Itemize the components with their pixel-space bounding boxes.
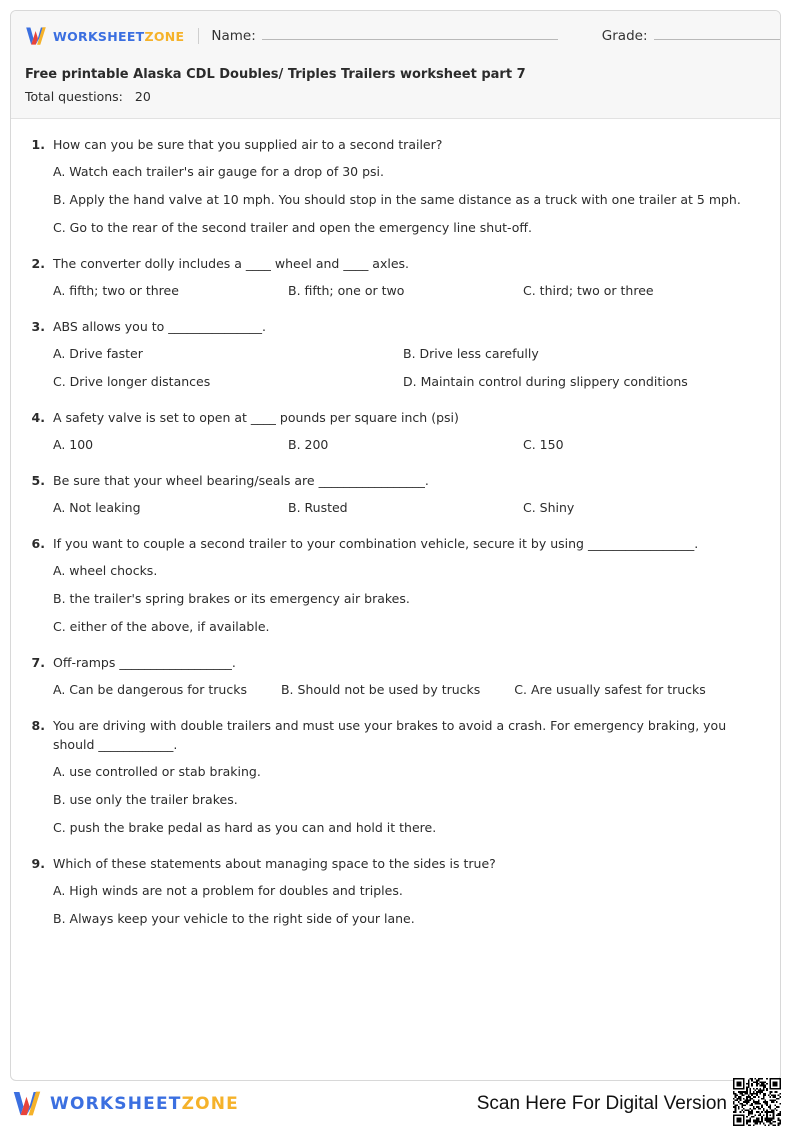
options-group: [53, 436, 764, 455]
options-group: [53, 499, 764, 518]
question-text: How can you be sure that you supplied air to a second trailer?: [53, 137, 443, 152]
question-text: You are driving with double trailers and must use your brakes to avoid a crash. For emergency braking, you should ____________.: [53, 717, 727, 752]
answer-option[interactable]: D. Maintain control during slippery conditions: [403, 373, 688, 389]
question-text: Be sure that your wheel bearing/seals are _________________.: [53, 472, 429, 488]
name-field[interactable]: [211, 28, 557, 44]
answer-option[interactable]: A. use controlled or stab braking.: [53, 764, 261, 780]
footer-brand-logo: [12, 1090, 239, 1117]
option-row: [53, 499, 764, 518]
answer-option[interactable]: B. Always keep your vehicle to the right side of your lane.: [53, 910, 415, 926]
total-questions-label: Total questions:: [25, 89, 123, 105]
questions-list: [11, 119, 780, 929]
brand-name-part1: WORKSHEET: [53, 28, 145, 44]
question-number: 5.: [31, 472, 45, 488]
question-body: [53, 716, 764, 838]
question-body: [53, 854, 764, 929]
question-body: [53, 534, 764, 637]
question-number: 4.: [31, 409, 45, 425]
brand-name-part2: ZONE: [144, 28, 185, 44]
answer-option[interactable]: B. fifth; one or two: [288, 283, 405, 298]
question-body: [53, 653, 764, 700]
options-group: [53, 882, 764, 929]
options-group: [53, 163, 764, 237]
question-body: [53, 317, 764, 392]
options-group: [53, 345, 764, 392]
question-text: A safety valve is set to open at ____ pounds per square inch (psi): [53, 409, 459, 425]
question-item: [27, 135, 764, 238]
footer-brand-name-part1: WORKSHEET: [50, 1093, 182, 1114]
question-text: If you want to couple a second trailer to your combination vehicle, secure it by using _________________.: [53, 535, 699, 551]
footer-brand-logo-text: [50, 1094, 239, 1114]
option-row: [53, 618, 764, 637]
answer-option[interactable]: C. Shiny: [523, 500, 575, 516]
question-body: [53, 408, 764, 455]
worksheet-card: [10, 10, 781, 1081]
scan-section: [477, 1082, 781, 1126]
option-row: [53, 163, 764, 182]
question-item: [27, 471, 764, 518]
option-row: [53, 191, 764, 210]
question-body: [53, 254, 764, 301]
question-body: [53, 135, 764, 238]
option-row: [53, 373, 764, 392]
answer-option[interactable]: A. Not leaking: [53, 500, 141, 516]
answer-option[interactable]: C. 150: [523, 437, 564, 452]
question-number: 1.: [31, 137, 45, 152]
option-row: [53, 882, 764, 901]
option-row: [53, 791, 764, 810]
answer-option[interactable]: A. 100: [53, 437, 94, 452]
question-body: [53, 471, 764, 518]
answer-option[interactable]: C. push the brake pedal as hard as you can and hold it there.: [53, 819, 437, 835]
option-row: [53, 219, 764, 238]
grade-label: Grade:: [601, 28, 648, 44]
footer-brand-name-part2: ZONE: [181, 1093, 239, 1114]
worksheetzone-logo-icon: [25, 26, 47, 46]
answer-option[interactable]: C. Are usually safest for trucks: [514, 681, 706, 697]
question-item: [27, 408, 764, 455]
option-row: [53, 819, 764, 838]
question-text: Which of these statements about managing space to the sides is true?: [53, 855, 496, 871]
option-row: [53, 282, 764, 301]
option-row: [53, 590, 764, 609]
options-group: [53, 282, 764, 301]
name-input-rule[interactable]: [262, 28, 558, 40]
question-item: [27, 254, 764, 301]
question-number: 7.: [31, 654, 45, 670]
grade-field[interactable]: [602, 28, 781, 44]
answer-option[interactable]: A. Drive faster: [53, 346, 143, 362]
total-questions: [25, 88, 766, 106]
grade-input-rule[interactable]: [654, 28, 782, 40]
answer-option[interactable]: B. Should not be used by trucks: [280, 681, 481, 697]
answer-option[interactable]: B. 200: [288, 437, 329, 452]
question-number: 6.: [31, 535, 45, 551]
answer-option[interactable]: B. Rusted: [288, 500, 348, 516]
scan-label: Scan Here For Digital Version: [476, 1092, 727, 1114]
worksheetzone-logo-icon: [12, 1090, 42, 1117]
answer-option[interactable]: C. either of the above, if available.: [53, 618, 270, 634]
question-item: [27, 854, 764, 929]
page-footer: [0, 1085, 793, 1122]
answer-option[interactable]: B. Apply the hand valve at 10 mph. You should stop in the same distance as a truck with one trailer at 5 mph.: [53, 192, 741, 208]
answer-option[interactable]: A. Can be dangerous for trucks: [53, 681, 247, 697]
header-top-row: [25, 23, 766, 49]
options-group: [53, 681, 764, 700]
question-number: 2.: [31, 255, 45, 271]
brand-logo: [25, 26, 184, 46]
question-item: [27, 317, 764, 392]
question-text: The converter dolly includes a ____ wheel and ____ axles.: [53, 255, 410, 271]
answer-option[interactable]: C. Go to the rear of the second trailer and open the emergency line shut-off.: [53, 219, 533, 235]
option-row: [53, 910, 764, 929]
option-row: [53, 562, 764, 581]
options-group: [53, 562, 764, 636]
question-item: [27, 716, 764, 838]
brand-logo-text: [53, 29, 184, 44]
question-number: 3.: [31, 318, 45, 334]
options-group: [53, 763, 764, 837]
question-item: [27, 534, 764, 637]
question-text: Off-ramps __________________.: [53, 654, 236, 670]
option-row: [53, 681, 764, 700]
answer-option[interactable]: A. wheel chocks.: [53, 563, 158, 579]
question-text: ABS allows you to _______________.: [53, 318, 266, 334]
total-questions-value: 20: [134, 89, 151, 105]
question-number: 9.: [31, 855, 45, 871]
question-number: 8.: [31, 717, 45, 733]
answer-option[interactable]: C. Drive longer distances: [53, 373, 211, 389]
answer-option[interactable]: A. fifth; two or three: [53, 283, 179, 298]
header-divider: [198, 28, 199, 44]
worksheet-header: [11, 11, 780, 119]
worksheet-title: Free printable Alaska CDL Doubles/ Triples Trailers worksheet part 7: [25, 67, 526, 82]
question-item: [27, 653, 764, 700]
option-row: [53, 763, 764, 782]
answer-option[interactable]: A. Watch each trailer's air gauge for a drop of 30 psi.: [53, 164, 384, 180]
name-label: Name:: [211, 28, 256, 44]
answer-option[interactable]: C. third; two or three: [523, 283, 654, 298]
answer-option[interactable]: B. the trailer's spring brakes or its emergency air brakes.: [53, 591, 410, 606]
option-row: [53, 436, 764, 455]
qr-code-icon[interactable]: [733, 1078, 781, 1126]
option-row: [53, 345, 764, 364]
answer-option[interactable]: A. High winds are not a problem for doubles and triples.: [53, 883, 403, 898]
answer-option[interactable]: B. Drive less carefully: [403, 346, 539, 362]
answer-option[interactable]: B. use only the trailer brakes.: [53, 792, 238, 808]
